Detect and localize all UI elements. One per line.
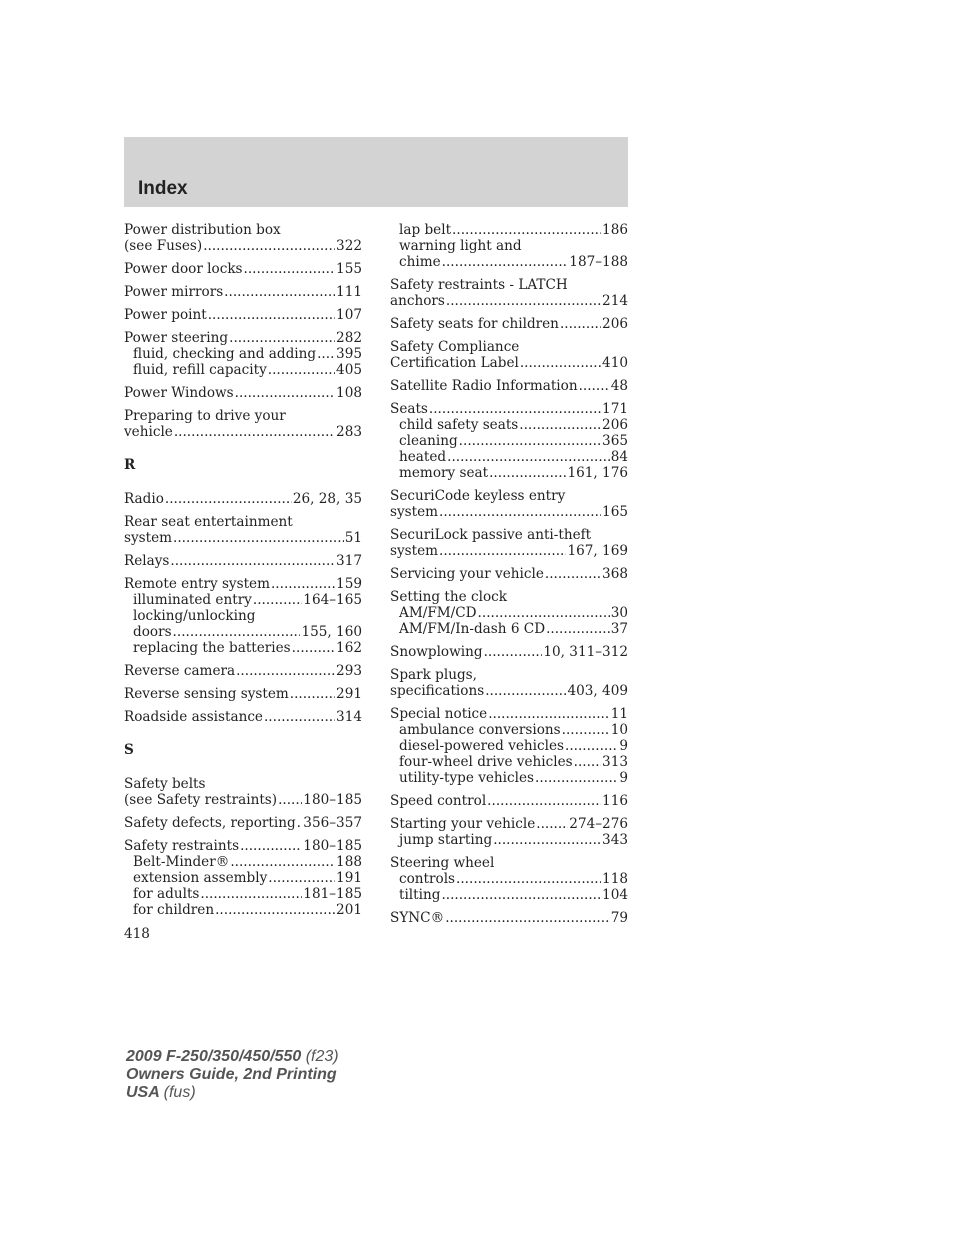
entry-text: controls	[399, 871, 456, 887]
index-entry-line	[124, 663, 362, 679]
entry-text: Preparing to drive your	[124, 408, 286, 424]
index-entry-line	[124, 261, 362, 277]
dot-leader	[441, 887, 601, 903]
index-entry-line	[124, 284, 362, 300]
entry-text: Relays	[124, 553, 170, 569]
index-subentry-line	[124, 624, 362, 640]
index-entry	[390, 566, 628, 582]
index-entry-line	[390, 683, 628, 699]
entry-text: memory seat	[399, 465, 489, 481]
index-entry-line	[124, 307, 362, 323]
index-entry-line	[124, 792, 362, 808]
entry-text: Reverse sensing system	[124, 686, 289, 702]
index-entry-line	[390, 527, 628, 543]
page-reference: 107	[336, 307, 362, 323]
dot-leader	[264, 709, 335, 725]
entry-text: tilting	[399, 887, 441, 903]
index-column-right	[390, 222, 628, 933]
index-subentry-line	[390, 417, 628, 433]
index-entry-line	[124, 238, 362, 254]
index-entry	[124, 491, 362, 507]
dot-leader	[429, 401, 601, 417]
entry-text: (see Fuses)	[124, 238, 203, 254]
index-entry-line	[124, 686, 362, 702]
page-number: 418	[124, 926, 150, 942]
entry-text: Speed control	[390, 793, 487, 809]
page-reference: 403, 409	[567, 683, 628, 699]
entry-text: cleaning	[399, 433, 458, 449]
dot-leader	[446, 293, 601, 309]
entry-text: SecuriCode keyless entry	[390, 488, 566, 504]
dot-leader	[253, 592, 302, 608]
page-reference: 10, 311–312	[543, 644, 628, 660]
dot-leader	[297, 815, 303, 831]
index-entry-line	[124, 576, 362, 592]
page-reference: 79	[610, 910, 628, 926]
index-entry-line	[124, 514, 362, 530]
index-entry-line	[124, 222, 362, 238]
page-reference: 188	[336, 854, 362, 870]
entry-text: Power Windows	[124, 385, 234, 401]
entry-text: Safety restraints	[124, 838, 240, 854]
index-entry-line	[124, 330, 362, 346]
dot-leader	[203, 238, 335, 254]
entry-text: locking/unlocking	[133, 608, 256, 624]
entry-text: ambulance conversions	[399, 722, 561, 738]
index-entry-line	[390, 316, 628, 332]
index-entry-line	[390, 293, 628, 309]
dot-leader	[292, 640, 335, 656]
dot-leader	[546, 621, 610, 637]
page-reference: 191	[336, 870, 362, 886]
dot-leader	[236, 663, 335, 679]
dot-leader	[268, 362, 335, 378]
page-reference: 26, 28, 35	[292, 491, 362, 507]
page-reference: 9	[619, 738, 628, 754]
footer-market: USA	[126, 1084, 160, 1101]
footer-line-3	[126, 1084, 339, 1102]
entry-text: jump starting	[399, 832, 493, 848]
page-reference: 111	[336, 284, 362, 300]
index-entry-line	[124, 709, 362, 725]
entry-text: Remote entry system	[124, 576, 270, 592]
dot-leader	[278, 792, 302, 808]
index-entry	[124, 408, 362, 440]
dot-leader	[447, 449, 610, 465]
index-subentry-line	[390, 832, 628, 848]
dot-leader	[244, 261, 336, 277]
index-entry-line	[390, 589, 628, 605]
dot-leader	[174, 424, 335, 440]
entry-text: Safety belts	[124, 776, 206, 792]
dot-leader	[230, 854, 335, 870]
entry-text: four-wheel drive vehicles	[399, 754, 573, 770]
index-entry	[390, 488, 628, 520]
section-letter: S	[124, 742, 134, 758]
index-subentry-line	[390, 433, 628, 449]
page-reference: 187–188	[569, 254, 628, 270]
page-reference: 206	[602, 316, 628, 332]
entry-text: SecuriLock passive anti-theft	[390, 527, 592, 543]
index-entry-line	[390, 355, 628, 371]
dot-leader	[565, 738, 618, 754]
dot-leader	[215, 902, 335, 918]
entry-text: Certification Label	[390, 355, 519, 371]
entry-text: (see Safety restraints)	[124, 792, 278, 808]
index-entry	[124, 307, 362, 323]
index-entry	[390, 706, 628, 786]
index-entry-line	[390, 910, 628, 926]
dot-leader	[456, 871, 601, 887]
index-entry	[124, 815, 362, 831]
index-subentry-line	[124, 608, 362, 624]
dot-leader	[165, 491, 292, 507]
index-entry-line	[124, 553, 362, 569]
page-reference: 365	[602, 433, 628, 449]
entry-text: extension assembly	[133, 870, 268, 886]
entry-text: lap belt	[399, 222, 452, 238]
dot-leader	[200, 886, 302, 902]
dot-leader	[574, 754, 601, 770]
index-entry	[390, 277, 628, 309]
page-reference: 214	[602, 293, 628, 309]
entry-text: Seats	[390, 401, 428, 417]
dot-leader	[235, 385, 335, 401]
index-entry-line	[124, 424, 362, 440]
index-subentry-line	[124, 346, 362, 362]
dot-leader	[452, 222, 601, 238]
page-reference: 84	[610, 449, 628, 465]
dot-leader	[442, 254, 569, 270]
page-reference: 180–185	[303, 792, 362, 808]
entry-text: utility-type vehicles	[399, 770, 535, 786]
index-header	[124, 137, 628, 207]
entry-text: chime	[399, 254, 441, 270]
index-entry	[390, 222, 628, 270]
index-entry	[124, 330, 362, 378]
dot-leader	[488, 706, 609, 722]
index-entry	[390, 816, 628, 848]
index-entry	[390, 855, 628, 903]
entry-text: fluid, checking and adding	[133, 346, 317, 362]
index-entry-line	[390, 378, 628, 394]
entry-text: warning light and	[399, 238, 522, 254]
dot-leader	[487, 793, 601, 809]
footer-line-2: Owners Guide, 2nd Printing	[126, 1066, 337, 1083]
index-subentry-line	[124, 362, 362, 378]
footer	[126, 1048, 339, 1102]
page-reference: 108	[336, 385, 362, 401]
page-reference: 181–185	[303, 886, 362, 902]
page-reference: 171	[602, 401, 628, 417]
dot-leader	[173, 624, 301, 640]
page-reference: 118	[602, 871, 628, 887]
page-reference: 37	[610, 621, 628, 637]
dot-leader	[445, 910, 610, 926]
page-reference: 282	[336, 330, 362, 346]
entry-text: Steering wheel	[390, 855, 495, 871]
index-subentry-line	[390, 222, 628, 238]
entry-text: doors	[133, 624, 172, 640]
dot-leader	[535, 770, 618, 786]
index-entry-line	[390, 504, 628, 520]
index-entry-line	[390, 543, 628, 559]
entry-text: illuminated entry	[133, 592, 252, 608]
index-entry	[390, 667, 628, 699]
index-entry	[390, 589, 628, 637]
index-entry	[124, 709, 362, 725]
index-entry-line	[390, 277, 628, 293]
dot-leader	[459, 433, 601, 449]
index-entry	[390, 316, 628, 332]
entry-text: Roadside assistance	[124, 709, 263, 725]
index-entry	[124, 663, 362, 679]
page-reference: 314	[336, 709, 362, 725]
index-subentry-line	[124, 870, 362, 886]
dot-leader	[170, 553, 335, 569]
index-subentry-line	[390, 605, 628, 621]
index-entry-line	[390, 816, 628, 832]
index-subentry-line	[124, 592, 362, 608]
page-reference: 116	[602, 793, 628, 809]
index-entry	[390, 378, 628, 394]
index-subentry-line	[390, 887, 628, 903]
dot-leader	[489, 465, 566, 481]
dot-leader	[562, 722, 610, 738]
entry-text: replacing the batteries	[133, 640, 291, 656]
index-entry-line	[124, 815, 362, 831]
dot-leader	[208, 307, 335, 323]
index-entry-line	[390, 566, 628, 582]
index-entry-line	[390, 667, 628, 683]
index-entry-line	[390, 706, 628, 722]
entry-text: Reverse camera	[124, 663, 236, 679]
page-title: Index	[138, 178, 188, 199]
footer-market-code: (fus)	[163, 1084, 196, 1101]
dot-leader	[439, 543, 566, 559]
page-reference: 274–276	[569, 816, 628, 832]
entry-text: Snowplowing	[390, 644, 483, 660]
index-subentry-line	[390, 449, 628, 465]
index-entry-line	[390, 488, 628, 504]
entry-text: heated	[399, 449, 447, 465]
entry-text: Radio	[124, 491, 164, 507]
page-reference: 395	[336, 346, 362, 362]
dot-leader	[493, 832, 601, 848]
entry-text: Satellite Radio Information	[390, 378, 578, 394]
entry-text: system	[390, 543, 439, 559]
index-entry-line	[390, 401, 628, 417]
entry-text: Belt-Minder®	[133, 854, 230, 870]
page-reference: 356–357	[303, 815, 362, 831]
index-entry-line	[390, 793, 628, 809]
index-entry	[390, 910, 628, 926]
index-subentry-line	[390, 621, 628, 637]
index-subentry-line	[390, 738, 628, 754]
index-entry	[124, 385, 362, 401]
page-reference: 159	[336, 576, 362, 592]
index-entry	[124, 838, 362, 918]
entry-text: AM/FM/CD	[399, 605, 477, 621]
index-subentry-line	[390, 465, 628, 481]
index-entry	[124, 776, 362, 808]
index-entry	[124, 686, 362, 702]
page-reference: 186	[602, 222, 628, 238]
dot-leader	[560, 316, 601, 332]
entry-text: Special notice	[390, 706, 488, 722]
index-entry-line	[390, 644, 628, 660]
page-reference: 405	[336, 362, 362, 378]
entry-text: diesel-powered vehicles	[399, 738, 564, 754]
dot-leader	[536, 816, 568, 832]
index-entry	[124, 222, 362, 254]
index-entry	[124, 284, 362, 300]
entry-text: Safety Compliance	[390, 339, 520, 355]
entry-text: AM/FM/In-dash 6 CD	[399, 621, 546, 637]
page-reference: 206	[602, 417, 628, 433]
footer-model: 2009 F-250/350/450/550	[126, 1048, 302, 1065]
page-reference: 165	[602, 504, 628, 520]
dot-leader	[317, 346, 335, 362]
page-reference: 368	[602, 566, 628, 582]
page-reference: 180–185	[303, 838, 362, 854]
entry-text: Power steering	[124, 330, 229, 346]
entry-text: child safety seats	[399, 417, 519, 433]
index-entry-line	[124, 838, 362, 854]
entry-text: Power door locks	[124, 261, 243, 277]
page-reference: 322	[336, 238, 362, 254]
page-reference: 162	[336, 640, 362, 656]
index-entry	[390, 401, 628, 481]
entry-text: Safety restraints - LATCH	[390, 277, 568, 293]
index-subentry-line	[390, 722, 628, 738]
section-letter: R	[124, 457, 136, 473]
index-entry	[124, 576, 362, 656]
entry-text: Rear seat entertainment	[124, 514, 293, 530]
dot-leader	[173, 530, 344, 546]
dot-leader	[520, 355, 601, 371]
index-subentry-line	[124, 640, 362, 656]
page-reference: 51	[344, 530, 362, 546]
page-reference: 283	[336, 424, 362, 440]
index-entry	[390, 527, 628, 559]
page-reference: 291	[336, 686, 362, 702]
page-reference: 293	[336, 663, 362, 679]
index-subentry-line	[390, 238, 628, 254]
dot-leader	[519, 417, 601, 433]
entry-text: Servicing your vehicle	[390, 566, 544, 582]
entry-text: Spark plugs,	[390, 667, 477, 683]
index-subentry-line	[124, 854, 362, 870]
index-entry-line	[124, 776, 362, 792]
index-entry-line	[390, 339, 628, 355]
page-reference: 48	[610, 378, 628, 394]
dot-leader	[579, 378, 610, 394]
footer-line-1	[126, 1048, 339, 1066]
entry-text: for children	[133, 902, 215, 918]
dot-leader	[290, 686, 335, 702]
index-entry	[124, 261, 362, 277]
page-reference: 164–165	[303, 592, 362, 608]
index-entry-line	[124, 385, 362, 401]
index-entry-line	[124, 408, 362, 424]
entry-text: fluid, refill capacity	[133, 362, 267, 378]
entry-text: system	[390, 504, 439, 520]
index-subentry-line	[124, 902, 362, 918]
page-reference: 343	[602, 832, 628, 848]
index-entry	[124, 514, 362, 546]
dot-leader	[268, 870, 335, 886]
index-entry	[390, 339, 628, 371]
page-reference: 10	[610, 722, 628, 738]
entry-text: SYNC®	[390, 910, 445, 926]
entry-text: anchors	[390, 293, 445, 309]
dot-leader	[485, 683, 566, 699]
page-reference: 161, 176	[567, 465, 628, 481]
entry-text: Power distribution box	[124, 222, 281, 238]
entry-text: Starting your vehicle	[390, 816, 536, 832]
entry-text: Safety seats for children	[390, 316, 559, 332]
dot-leader	[545, 566, 601, 582]
index-subentry-line	[390, 754, 628, 770]
page-reference: 313	[602, 754, 628, 770]
page-reference: 11	[610, 706, 628, 722]
index-subentry-line	[124, 886, 362, 902]
index-entry	[390, 793, 628, 809]
index-entry-line	[124, 491, 362, 507]
entry-text: Setting the clock	[390, 589, 507, 605]
dot-leader	[439, 504, 601, 520]
page-reference: 201	[336, 902, 362, 918]
index-column-left	[124, 222, 362, 925]
index-entry	[390, 644, 628, 660]
footer-model-code: (f23)	[305, 1048, 339, 1065]
index-entry	[124, 553, 362, 569]
dot-leader	[271, 576, 335, 592]
page-reference: 155, 160	[301, 624, 362, 640]
page-reference: 410	[602, 355, 628, 371]
entry-text: system	[124, 530, 173, 546]
page-reference: 167, 169	[567, 543, 628, 559]
entry-text: Safety defects, reporting	[124, 815, 296, 831]
index-entry-line	[390, 855, 628, 871]
dot-leader	[478, 605, 610, 621]
entry-text: vehicle	[124, 424, 173, 440]
page-reference: 317	[336, 553, 362, 569]
dot-leader	[484, 644, 543, 660]
index-subentry-line	[390, 871, 628, 887]
index-subentry-line	[390, 254, 628, 270]
index-entry-line	[124, 530, 362, 546]
page-reference: 30	[610, 605, 628, 621]
entry-text: specifications	[390, 683, 485, 699]
dot-leader	[224, 284, 335, 300]
page-reference: 155	[336, 261, 362, 277]
entry-text: Power mirrors	[124, 284, 224, 300]
dot-leader	[229, 330, 335, 346]
page-reference: 9	[619, 770, 628, 786]
page-reference: 104	[602, 887, 628, 903]
dot-leader	[240, 838, 302, 854]
entry-text: Power point	[124, 307, 207, 323]
index-subentry-line	[390, 770, 628, 786]
entry-text: for adults	[133, 886, 200, 902]
